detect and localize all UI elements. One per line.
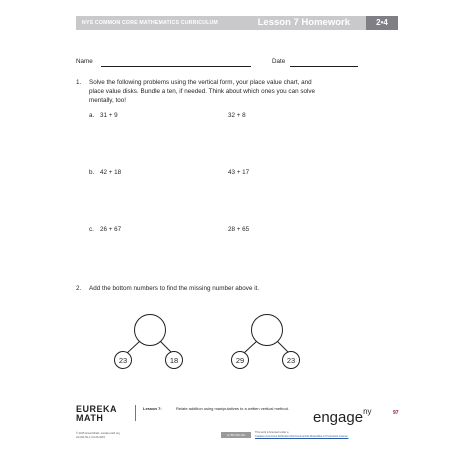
bond-2-whole-circle[interactable] — [252, 315, 283, 346]
problem-2-number: 2. — [76, 285, 82, 292]
page-number: 97 — [393, 410, 399, 416]
bond-2-right-value: 23 — [286, 356, 296, 365]
item-a-right-problem: 32 + 8 — [228, 112, 246, 119]
footer-divider — [135, 405, 136, 421]
date-label: Date — [272, 58, 286, 65]
footer-lesson-label: Lesson 7: — [143, 406, 162, 411]
bond-1-left-value: 23 — [118, 356, 128, 365]
copyright-line: © 2015 Great Minds. eureka-math.org — [76, 432, 120, 435]
curriculum-title: NYS COMMON CORE MATHEMATICS CURRICULUM — [82, 20, 218, 26]
item-b-letter: b. — [89, 169, 95, 176]
problem-1-instruction-line: place value disks. Bundle a ten, if needed. Think about which ones you can solve — [89, 88, 316, 95]
item-c-left-problem: 26 + 67 — [100, 226, 122, 233]
engage-ny-text: ny — [363, 407, 372, 416]
item-c-letter: c. — [89, 226, 94, 233]
bond-2-left-branch — [244, 341, 257, 353]
name-label: Name — [76, 58, 93, 65]
date-field[interactable] — [290, 66, 358, 67]
logo-line-math: MATH — [76, 413, 104, 423]
item-c-right-problem: 28 + 65 — [228, 226, 250, 233]
item-a-left-problem: 31 + 9 — [100, 112, 118, 119]
item-a-letter: a. — [89, 112, 95, 119]
item-b-right-problem: 43 + 17 — [228, 169, 250, 176]
logo-line-eureka: EUREKA — [76, 404, 118, 414]
problem-1-instruction-line: Solve the following problems using the vertical form, your place value chart, and — [89, 79, 312, 86]
bond-1-right-branch — [160, 341, 172, 353]
lesson-title: Lesson 7 Homework — [257, 17, 350, 28]
engageny-logo — [313, 405, 372, 426]
item-b-left-problem: 42 + 18 — [100, 169, 122, 176]
header-band — [76, 16, 398, 30]
module-badge: 2•4 — [366, 16, 398, 30]
bond-1-left-branch — [127, 341, 140, 353]
problem-1-number: 1. — [76, 79, 82, 86]
footer-lesson-description: Relate addition using manipulatives to a written vertical method. — [176, 406, 289, 411]
copyright-code: G2-M4-TE-1.3.0-06.2015 — [76, 436, 105, 439]
number-bond-1 — [110, 312, 190, 374]
name-field[interactable] — [101, 66, 251, 67]
license-link[interactable]: Creative Commons Attribution-NonCommercial-ShareAlike 3.0 Unported License. — [255, 435, 349, 438]
bond-1-whole-circle[interactable] — [135, 315, 166, 346]
number-bond-2 — [227, 312, 307, 374]
license-line: This work is licensed under a — [255, 431, 289, 434]
bond-1-right-value: 18 — [169, 356, 179, 365]
problem-1-instruction-line: mentally, too! — [89, 97, 126, 104]
eureka-math-logo — [76, 405, 117, 423]
cc-license-badge: cc BY-NC-SA — [221, 432, 251, 438]
problem-2-instruction: Add the bottom numbers to find the missing number above it. — [89, 285, 260, 292]
bond-2-left-value: 29 — [235, 356, 245, 365]
bond-2-right-branch — [277, 341, 289, 353]
engage-text: engage — [313, 409, 364, 426]
